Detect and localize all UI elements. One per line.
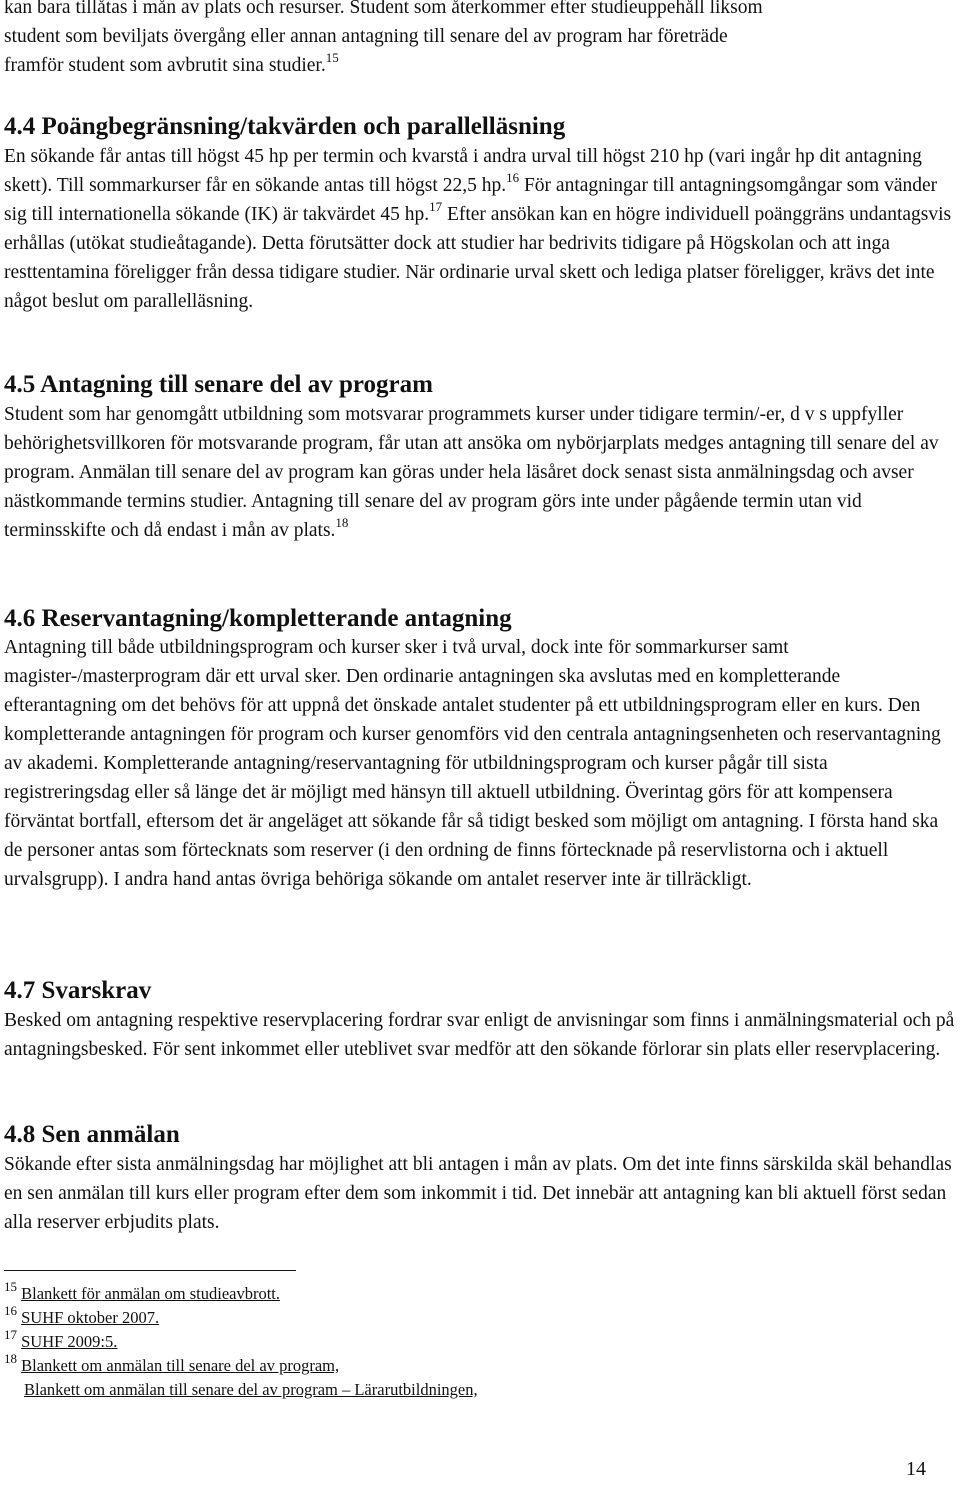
section-body-4-5 [4,400,956,545]
section-heading-4-4: 4.4 Poängbegränsning/takvärden och parallelläsning [4,113,566,140]
intro-text: framför student som avbrutit sina studier. [4,55,326,76]
body-text: Efter ansökan kan en högre individuell poänggräns undantagsvis erhållas (utökat studieåtagande). Detta förutsätter dock att studier har bedrivits tidigare på Högskolan och att inga resttentamina föreligger från dessa tidigare studier. När ordinarie urval skett och lediga platser föreligger, krävs det inte något beslut om parallelläsning. [4,204,952,312]
section-body-4-6: Antagning till både utbildningsprogram och kurser sker i två urval, dock inte för sommarkurser samt magister-/masterprogram där ett urval sker. Den ordinarie antagningen ska avslutas med en kompletterande efterantagning om det behövs för att uppnå det önskade antalet studenter på ett utbildningsprogram eller en kurs. Den kompletterande antagningen för program och kurser genomförs vid den centrala antagningsenheten och reservantagning av akademi. Kompletterande antagning/reservantagning för utbildningsprogram och kurser pågår till sista registreringsdag eller så länge det är möjligt med hänsyn till aktuell utbildning. Överintag görs för att kompensera förväntat bortfall, eftersom det är angeläget att sökande får så tidigt besked som möjligt om antagning. I första hand ska de personer antas som förtecknats som reserver (i den ordning de finns förtecknade på reservlistorna och i aktuell urvalsgrupp). I andra hand antas övriga behöriga sökande om antalet reserver inte är tillräckligt. [4,637,941,890]
body-text: För antagningar till antagningsomgångar som vänder sig till internationella sökande (IK) är takvärdet 45 hp. [4,175,938,225]
page-number: 14 [906,1458,926,1480]
footnote-ref[interactable]: 18 [335,514,349,530]
footnote-link[interactable]: Blankett om anmälan till senare del av program – Lärarutbildningen, [24,1380,478,1399]
intro-line: kan bara tillåtas i mån av plats och resurser. Student som återkommer efter studieuppehåll liksom [4,0,763,18]
intro-line [4,51,339,80]
footnote-link[interactable]: Blankett för anmälan om studieavbrott. [21,1284,281,1303]
footnote-item [4,1302,804,1330]
intro-line: student som beviljats övergång eller annan antagning till senare del av program har företräde [4,26,728,47]
footnote-ref[interactable]: 15 [325,49,339,65]
body-text: Student som har genomgått utbildning som motsvarar programmets kurser under tidigare termin/-er, d v s uppfyller behörighetsvillkoren för motsvarande program, får utan att ansöka om nybörjarplats medges antagning till senare del av program. Anmälan till senare del av program kan göras under hela läsåret dock senast sista anmälningsdag och avser nästkommande termins studier. Antagning till senare del av program görs inte under pågående termin utan vid terminsskifte och då endast i mån av plats. [4,404,939,541]
section-body-4-7: Besked om antagning respektive reservplacering fordrar svar enligt de anvisningar som finns i anmälningsmaterial och på antagningsbesked. För sent inkommet eller uteblivet svar medför att den sökande förlorar sin plats eller reservplacering. [4,1010,955,1060]
footnote-item [4,1326,804,1354]
body-text: En sökande får antas till högst 45 hp per termin och kvarstå i andra urval till högst 210 hp (vari ingår hp dit antagning skett). Till sommarkurser får en sökande antas till högst 22,5 hp. [4,146,922,196]
section-heading-4-6: 4.6 Reservantagning/kompletterande antagning [4,605,512,632]
section-body-4-4 [4,142,956,316]
footnote-link[interactable]: SUHF oktober 2007. [21,1308,160,1327]
footnote-number: 16 [4,1302,17,1318]
footnote-ref[interactable]: 16 [506,169,520,185]
footnote-number: 18 [4,1350,17,1366]
section-heading-4-7: 4.7 Svarskrav [4,977,152,1004]
footnote-item [4,1378,804,1402]
section-heading-4-8: 4.8 Sen anmälan [4,1121,180,1148]
footnote-number: 15 [4,1278,17,1294]
section-heading-4-5: 4.5 Antagning till senare del av program [4,371,433,398]
section-body-4-8: Sökande efter sista anmälningsdag har möjlighet att bli antagen i mån av plats. Om det inte finns särskilda skäl behandlas en sen anmälan till kurs eller program efter dem som inkommit i tid. Det innebär att antagning kan bli aktuell först sedan alla reserver erbjudits plats. [4,1154,952,1233]
footnote-link[interactable]: Blankett om anmälan till senare del av program, [21,1356,340,1375]
footnote-item [4,1278,804,1306]
footnote-link[interactable]: SUHF 2009:5. [21,1332,118,1351]
footnote-ref[interactable]: 17 [429,198,443,214]
footnote-divider [4,1270,296,1271]
footnotes [4,1278,804,1402]
footnote-item [4,1350,804,1378]
footnote-number: 17 [4,1326,17,1342]
